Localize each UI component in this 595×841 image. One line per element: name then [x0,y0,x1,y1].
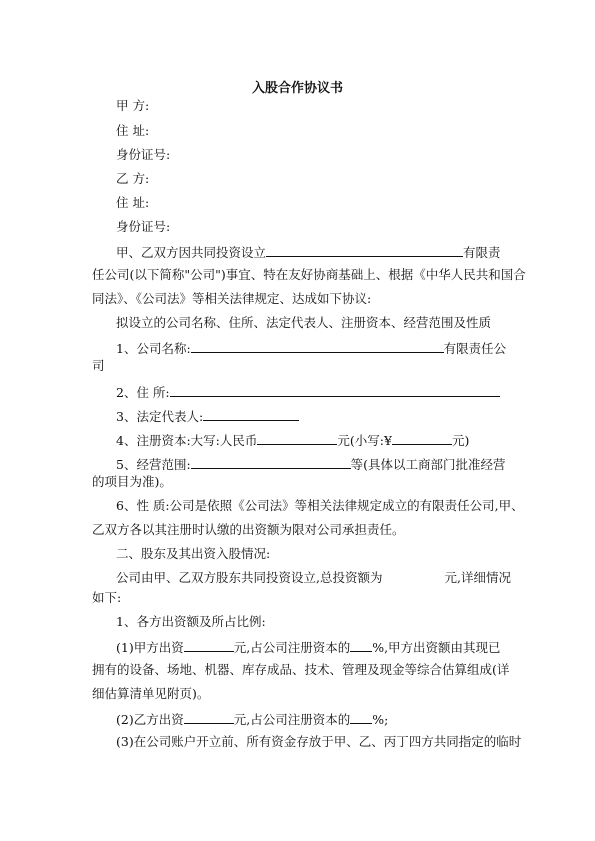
legal-rep-line [92,407,506,425]
company-name-field[interactable] [191,339,444,353]
nature-line-1: 6、性 质:公司是依照《公司法》等相关法律规定成立的有限责任公司,甲、 [116,498,524,513]
capital-line [92,431,506,449]
address-line [92,383,506,401]
scope-label: 5、经营范围: [116,457,191,472]
party-b-amount-field[interactable] [184,710,234,724]
contribution-subheading: 1、各方出资额及所占比例: [116,614,266,629]
company-name-label: 1、公司名称: [116,341,191,356]
temp-account-line: (3)在公司账户开立前、所有资金存放于甲、乙、丙丁四方共同指定的临时 [116,734,522,749]
party-a-contrib-desc: %,甲方出资额由其现已 [372,640,501,655]
total-invest-suffix: 元,详细情况 [444,570,511,585]
total-invest-line [92,570,511,586]
capital-close: 元) [451,433,470,448]
capital-lower-label: 元(小写:¥ [337,433,392,448]
company-name-suffix: 有限责任公 [443,341,507,356]
party-a-contribution-line [92,638,506,656]
address-field[interactable] [170,383,500,397]
party-b-contribution-line [92,710,506,728]
company-name-blank[interactable] [266,243,463,257]
capital-lower-field[interactable] [392,431,452,445]
legal-rep-label: 3、法定代表人: [116,409,204,424]
party-b-contrib-label: (2)乙方出资 [116,712,184,727]
intro-line-2: 任公司(以下简称"公司")事宜、特在友好协商基础上、根据《中华人民共和国合 [92,267,526,282]
intro-text-1a: 甲、乙双方因共同投资设立 [116,245,267,260]
party-a-id: 身份证号: [116,147,171,162]
scope-note: 等(具体以工商部门批准经营 [350,457,506,472]
total-invest-cont: 如下: [92,590,122,605]
party-b-share-label: 元,占公司注册资本的 [233,712,351,727]
legal-rep-field[interactable] [203,407,299,421]
party-a-amount-field[interactable] [184,638,234,652]
company-name-suffix-cont: 司 [92,358,105,373]
party-b-contrib-end: %; [372,712,389,727]
scope-note-cont: 的项目为准)。 [92,474,172,489]
party-b-percent-field[interactable] [350,710,372,724]
intro-text-1b: 有限责 [463,245,501,260]
party-a-percent-field[interactable] [350,638,372,652]
party-a-label: 甲 方: [116,98,150,113]
scope-line [92,455,506,473]
nature-line-2: 乙双方各以其注册时认缴的出资额为限对公司承担责任。 [92,522,405,537]
capital-label: 4、注册资本:大写:人民币 [116,433,258,448]
address-label: 2、住 所: [116,385,170,400]
party-b-id: 身份证号: [116,219,171,234]
party-a-share-label: 元,占公司注册资本的 [233,640,351,655]
scope-field[interactable] [191,455,351,469]
company-name-line [92,339,506,357]
document-title: 入股合作协议书 [251,81,343,96]
party-b-label: 乙 方: [116,171,150,186]
party-a-address: 住 址: [116,123,150,138]
party-a-contrib-label: (1)甲方出资 [116,640,184,655]
capital-upper-field[interactable] [257,431,337,445]
intro-line-1 [92,243,506,261]
party-b-address: 住 址: [116,195,150,210]
party-a-contrib-desc-3: 细估算清单见附页)。 [92,686,210,701]
section2-heading: 二、股东及其出资入股情况: [116,546,271,561]
total-invest-text: 公司由甲、乙双方股东共同投资设立,总投资额为 [116,570,383,585]
intro-line-3: 同法》、《公司法》等相关法律规定、达成如下协议: [92,291,372,306]
party-a-contrib-desc-2: 拥有的设备、场地、机器、库存成品、技术、管理及现金等综合估算组成(详 [92,662,510,677]
section1-heading: 拟设立的公司名称、住所、法定代表人、注册资本、经营范围及性质 [116,315,492,330]
